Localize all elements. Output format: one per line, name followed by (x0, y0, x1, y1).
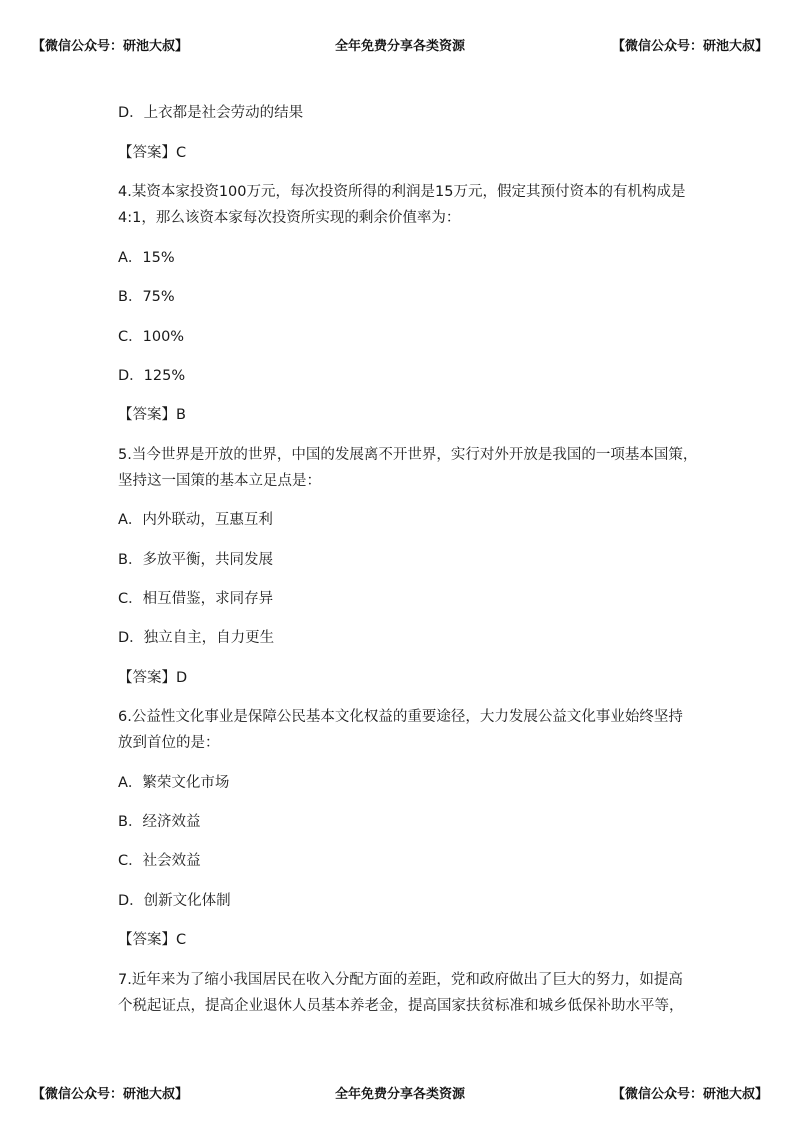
q4-option-c: C．100% (118, 329, 185, 345)
q6-option-a: A．繁荣文化市场 (118, 775, 230, 791)
q5-option-b: B．多放平衡，共同发展 (118, 552, 273, 568)
q5-stem-line-1: 5.当今世界是开放的世界，中国的发展离不开世界，实行对外开放是我国的一项基本国策， (118, 447, 698, 463)
q3-option-d: D．上衣都是社会劳动的结果 (118, 105, 304, 121)
header-left-text: 【微信公众号：研池大叔】 (32, 39, 189, 54)
q7-stem-line-2: 个税起证点，提高企业退休人员基本养老金，提高国家扶贫标准和城乡低保补助水平等， (118, 998, 684, 1014)
q6-stem-line-1: 6.公益性文化事业是保障公民基本文化权益的重要途径，大力发展公益文化事业始终坚持 (118, 709, 683, 725)
header-right-text: 【微信公众号：研池大叔】 (611, 39, 768, 54)
q6-option-b: B．经济效益 (118, 814, 201, 830)
q5-option-c: C．相互借鉴，求同存异 (118, 591, 274, 607)
q7-stem-line-1: 7.近年来为了缩小我国居民在收入分配方面的差距，党和政府做出了巨大的努力，如提高 (118, 972, 683, 988)
q5-option-a: A．内外联动，互惠互利 (118, 512, 273, 528)
q4-option-b: B．75% (118, 289, 175, 305)
footer-left-text: 【微信公众号：研池大叔】 (32, 1087, 189, 1102)
q4-stem-line-1: 4.某资本家投资100万元，每次投资所得的利润是15万元，假定其预付资本的有机构成是 (118, 184, 686, 200)
q4-option-a: A．15% (118, 250, 175, 266)
q5-answer: 【答案】D (118, 670, 188, 686)
q4-stem-line-2: 4:1，那么该资本家每次投资所实现的剩余价值率为： (118, 210, 461, 226)
q5-stem-line-2: 坚持这一国策的基本立足点是： (118, 473, 321, 489)
q6-answer: 【答案】C (118, 932, 187, 948)
q6-option-c: C．社会效益 (118, 853, 201, 869)
q3-answer: 【答案】C (118, 145, 187, 161)
footer-center-text: 全年免费分享各类资源 (334, 1087, 465, 1102)
q6-option-d: D．创新文化体制 (118, 893, 231, 909)
q5-option-d: D．独立自主，自力更生 (118, 630, 275, 646)
q4-option-d: D．125% (118, 368, 186, 384)
page-header (0, 35, 800, 55)
header-center-text: 全年免费分享各类资源 (334, 39, 465, 54)
page-footer (0, 1083, 800, 1103)
footer-right-text: 【微信公众号：研池大叔】 (611, 1087, 768, 1102)
q6-stem-line-2: 放到首位的是： (118, 735, 220, 751)
q4-answer: 【答案】B (118, 407, 186, 423)
